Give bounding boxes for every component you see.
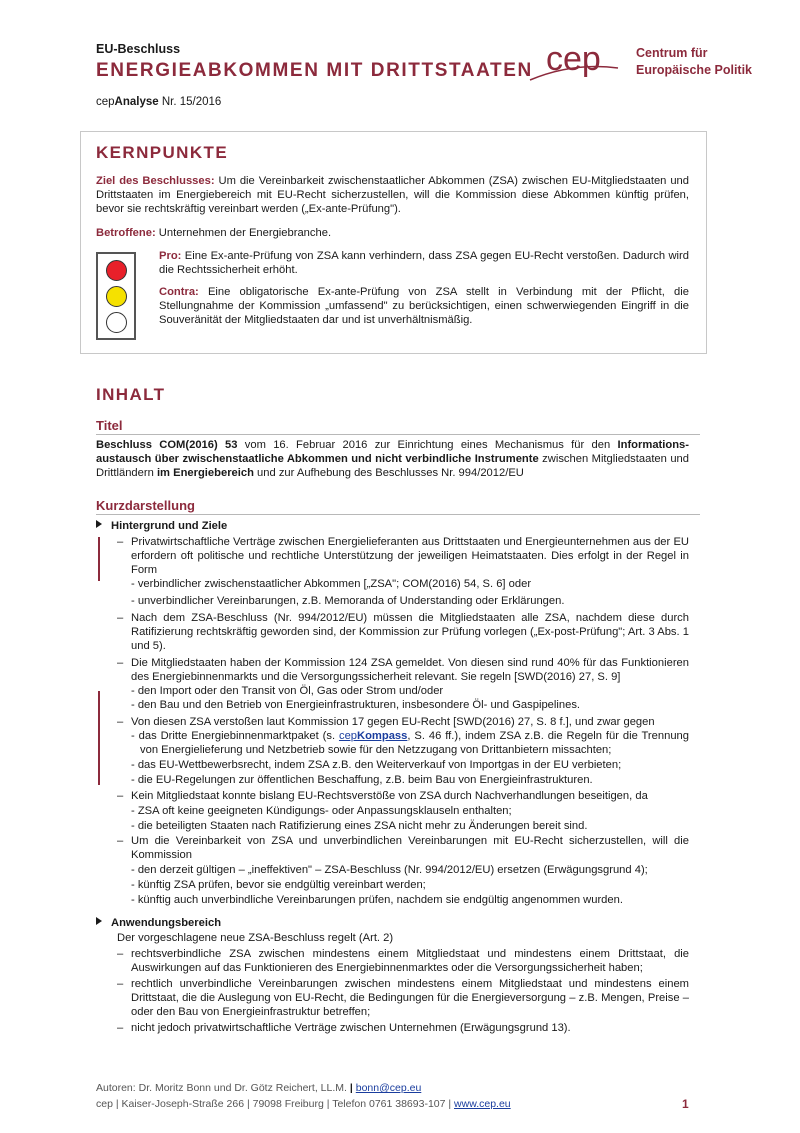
website-link[interactable]: www.cep.eu xyxy=(454,1098,511,1110)
list-item: Privatwirtschaftliche Verträge zwischen Energielieferanten aus Drittstaaten und Energieunternehmen aus der EU erfordern oft politische und rechtliche Unterstützung der jeweiligen Heimatstaaten. Dies erfolgt in der Regel in Form xyxy=(131,536,689,576)
dash-bullet: – xyxy=(117,978,124,990)
divider xyxy=(96,514,700,515)
dash-bullet: – xyxy=(117,612,124,624)
analysis-number: cepAnalyse Nr. 15/2016 xyxy=(96,96,222,108)
betroffene-paragraph: Betroffene: Unternehmen der Energiebranche. xyxy=(96,227,332,239)
list-item: Kein Mitgliedstaat konnte bislang EU-Rechtsverstöße von ZSA durch Nachverhandlungen beseitigen, da xyxy=(131,790,648,802)
dash-bullet: – xyxy=(117,536,124,548)
list-item: Von diesen ZSA verstoßen laut Kommission 17 gegen EU-Recht [SWD(2016) 27, S. 8 f.], und zwar gegen xyxy=(131,716,655,728)
dash-bullet: – xyxy=(117,1022,124,1034)
pro-paragraph: Pro: Eine Ex-ante-Prüfung von ZSA kann verhindern, dass ZSA gegen EU-Recht verstoßen. Dadurch wird die Rechtssicherheit erhöht. xyxy=(159,250,689,276)
sub-list-item: - den Bau und den Betrieb von Energieinfrastrukturen, insbesondere Öl- und Gaspipelines. xyxy=(131,699,581,711)
footer-address: cep | Kaiser-Joseph-Straße 266 | 79098 Freiburg | Telefon 0761 38693-107 | www.cep.eu xyxy=(96,1098,511,1110)
triangle-bullet-icon xyxy=(96,917,102,925)
off-light-icon xyxy=(106,312,127,333)
kernpunkte-title: KERNPUNKTE xyxy=(96,143,229,162)
organization-name: Centrum für Europäische Politik xyxy=(636,46,753,77)
dash-bullet: – xyxy=(117,948,124,960)
sub-list-item: - das Dritte Energiebinnenmarktpaket (s. cepKompass, S. 46 ff.), indem ZSA z.B. die Regeln für die Trennung von Energielieferung und Netzbetrieb sowie für den Netzzugang von Drittanbietern missachten; xyxy=(131,730,689,756)
page-number: 1 xyxy=(682,1097,689,1111)
dash-bullet: – xyxy=(117,657,124,669)
inhalt-title: INHALT xyxy=(96,385,166,404)
list-item: Um die Vereinbarkeit von ZSA und unverbindlichen Vereinbarungen mit EU-Recht sicherzustellen, will die Kommission xyxy=(131,835,689,861)
list-item: Die Mitgliedstaaten haben der Kommission 124 ZSA gemeldet. Von diesen sind rund 40% für das Funktionieren des Energiebinnenmarkts und die Versorgungssicherheit relevant. Sie regeln [SWD(2016) 27, S. 9] xyxy=(131,657,689,683)
yellow-light-icon xyxy=(106,286,127,307)
list-item: rechtsverbindliche ZSA zwischen mindestens einem Mitgliedstaat und mindestens einem Drittstaat, die Auswirkungen auf das Funktionieren des Energiebinnenmarktes oder die Versorgungssicherheit haben; xyxy=(131,948,689,974)
contra-paragraph: Contra: Eine obligatorische Ex-ante-Prüfung von ZSA stellt in Verbindung mit der Pflicht, die Stellungnahme der Kommission „umfassend" zu berücksichtigen, einen schwerwiegenden Eingriff in die Souveränität der Mitgliedstaaten dar und ist unverhältnismäßig. xyxy=(159,286,689,326)
footer-authors: Autoren: Dr. Moritz Bonn und Dr. Götz Reichert, LL.M. | bonn@cep.eu xyxy=(96,1082,422,1094)
dash-bullet: – xyxy=(117,716,124,728)
anwendung-intro: Der vorgeschlagene neue ZSA-Beschluss regelt (Art. 2) xyxy=(117,932,394,944)
sub-list-item: - verbindlicher zwischenstaatlicher Abkommen [„ZSA"; COM(2016) 54, S. 6] oder xyxy=(131,578,532,590)
ziel-paragraph: Ziel des Beschlusses: Um die Vereinbarkeit zwischenstaatlicher Abkommen (ZSA) zwischen EU-Mitgliedstaaten und Drittstaaten im Energiebereich mit EU-Recht sicherzustellen, will die Kommission diese Abkommen künftig prüfen, bevor sie rechtskräftig vereinbart werden („Ex-ante-Prüfung"). xyxy=(96,175,689,215)
divider xyxy=(96,434,700,435)
document-category: EU-Beschluss xyxy=(96,42,181,56)
sub-list-item: - die beteiligten Staaten nach Ratifizierung eines ZSA nicht mehr zu Änderungen bereit sind. xyxy=(131,820,588,832)
cep-kompass-link[interactable]: cepKompass xyxy=(338,730,408,742)
sub-list-item: - unverbindlicher Vereinbarungen, z.B. Memoranda of Understanding oder Erklärungen. xyxy=(131,595,565,607)
sub-list-item: - den derzeit gültigen – „ineffektiven" – ZSA-Beschluss (Nr. 994/2012/EU) ersetzen (Erwägungsgrund 4); xyxy=(131,864,648,876)
traffic-light-icon xyxy=(96,252,136,340)
sub-list-item: - die EU-Regelungen zur öffentlichen Beschaffung, z.B. beim Bau von Energieinfrastrukturen. xyxy=(131,774,593,786)
list-item: rechtlich unverbindliche Vereinbarungen zwischen mindestens einem Mitgliedstaat und mindestens einem Drittstaat, die die Auslegung von EU-Recht, die Bedingungen für die Energieversorgung – z.B. Mengen, Preise – oder den Bau von Energieinfrastruktur betreffen; xyxy=(131,978,689,1018)
red-light-icon xyxy=(106,260,127,281)
sub-list-item: - den Import oder den Transit von Öl, Gas oder Strom und/oder xyxy=(131,685,444,697)
dash-bullet: – xyxy=(117,835,124,847)
list-item: Nach dem ZSA-Beschluss (Nr. 994/2012/EU) müssen die Mitgliedstaaten alle ZSA, nachdem diese durch Ratifizierung rechtskräftig geworden sind, der Kommission zur Prüfung vorlegen („Ex-post-Prüfung"; Art. 3 Abs. 1 und 5). xyxy=(131,612,689,652)
sub-list-item: - künftig auch unverbindliche Vereinbarungen prüfen, nachdem sie endgültig angenommen wurden. xyxy=(131,894,623,906)
titel-heading: Titel xyxy=(96,418,123,433)
anwendung-heading: Anwendungsbereich xyxy=(96,916,221,930)
sub-list-item: - künftig ZSA prüfen, bevor sie endgültig vereinbart werden; xyxy=(131,879,426,891)
sub-list-item: - ZSA oft keine geeigneten Kündigungs- oder Anpassungsklauseln enthalten; xyxy=(131,805,512,817)
logo-text: cep xyxy=(546,40,601,78)
document-title: ENERGIEABKOMMEN MIT DRITTSTAATEN xyxy=(96,60,533,81)
change-bar xyxy=(98,537,100,581)
kurz-heading: Kurzdarstellung xyxy=(96,498,195,513)
dash-bullet: – xyxy=(117,790,124,802)
hintergrund-heading: Hintergrund und Ziele xyxy=(96,519,227,533)
change-bar xyxy=(98,691,100,785)
list-item: nicht jedoch privatwirtschaftliche Verträge zwischen Unternehmen (Erwägungsgrund 13). xyxy=(131,1022,571,1034)
titel-paragraph: Beschluss COM(2016) 53 vom 16. Februar 2016 zur Einrichtung eines Mechanismus für den Informations-austausch über zwischenstaatliche Abkommen und nicht verbindliche Instrumente zwischen Mitgliedstaaten und Drittländern im Energiebereich und zur Aufhebung des Beschlusses Nr. 994/2012/EU xyxy=(96,439,689,479)
sub-list-item: - das EU-Wettbewerbsrecht, indem ZSA z.B. den Weiterverkauf von Importgas in der EU verbieten; xyxy=(131,759,622,771)
email-link[interactable]: bonn@cep.eu xyxy=(355,1082,422,1094)
triangle-bullet-icon xyxy=(96,520,102,528)
